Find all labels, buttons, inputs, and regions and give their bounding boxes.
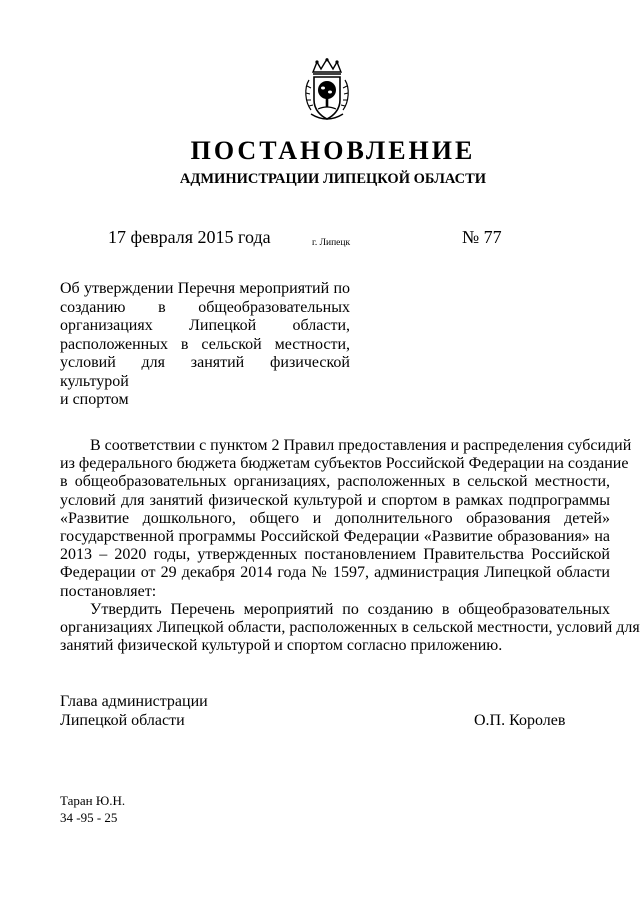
document-number: № 77 xyxy=(462,227,502,247)
heading-line: организациях Липецкой области, xyxy=(60,317,350,334)
signer-position-line1: Глава администрации xyxy=(60,693,208,710)
document-title: ПОСТАНОВЛЕНИЕ xyxy=(190,136,476,165)
body-line: из федерального бюджета бюджетам субъектов Российской Федерации на создание xyxy=(60,455,629,473)
body-line: занятий физической культурой и спортом согласно приложению. xyxy=(60,637,503,655)
heading-line: условий для занятий физической культурой xyxy=(60,354,350,390)
document-heading xyxy=(60,280,350,410)
heading-line: расположенных в сельской местности, xyxy=(60,335,350,353)
body-line: Федерации от 29 декабря 2014 года № 1597, администрация Липецкой области xyxy=(60,564,610,582)
document-date: 17 февраля 2015 года xyxy=(108,227,271,247)
document-subtitle: АДМИНИСТРАЦИИ ЛИПЕЦКОЙ ОБЛАСТИ xyxy=(179,171,487,187)
document-body xyxy=(60,437,640,655)
heading-line: созданию в общеобразовательных xyxy=(60,298,350,316)
body-line: постановляет: xyxy=(60,582,157,600)
signer-position-line2: Липецкой области xyxy=(60,712,185,729)
body-line: Утвердить Перечень мероприятий по созданию в общеобразовательных xyxy=(90,600,610,618)
body-line: В соответствии с пунктом 2 Правил предоставления и распределения субсидий xyxy=(90,437,632,454)
signer-name: О.П. Королев xyxy=(474,712,566,729)
body-line: условий для занятий физической культурой и спортом в рамках подпрограммы xyxy=(60,491,610,509)
heading-line: Об утверждении Перечня мероприятий по xyxy=(60,280,350,297)
body-line: 2013 – 2020 годы, утвержденных постановлением Правительства Российской xyxy=(60,546,610,564)
body-line: организациях Липецкой области, расположенных в сельской местности, условий для xyxy=(60,619,640,637)
body-line: государственной программы Российской Федерации «Развитие образования» на xyxy=(60,528,610,546)
executor-phone: 34 -95 - 25 xyxy=(60,810,118,825)
coat-of-arms-icon xyxy=(303,58,351,124)
document-city: г. Липецк xyxy=(312,238,351,248)
heading-line: и спортом xyxy=(60,391,129,408)
body-line: «Развитие дошкольного, общего и дополнительного образования детей» xyxy=(60,509,610,527)
executor-name: Таран Ю.Н. xyxy=(60,793,126,808)
body-line: в общеобразовательных организациях, расположенных в сельской местности, xyxy=(60,473,610,491)
